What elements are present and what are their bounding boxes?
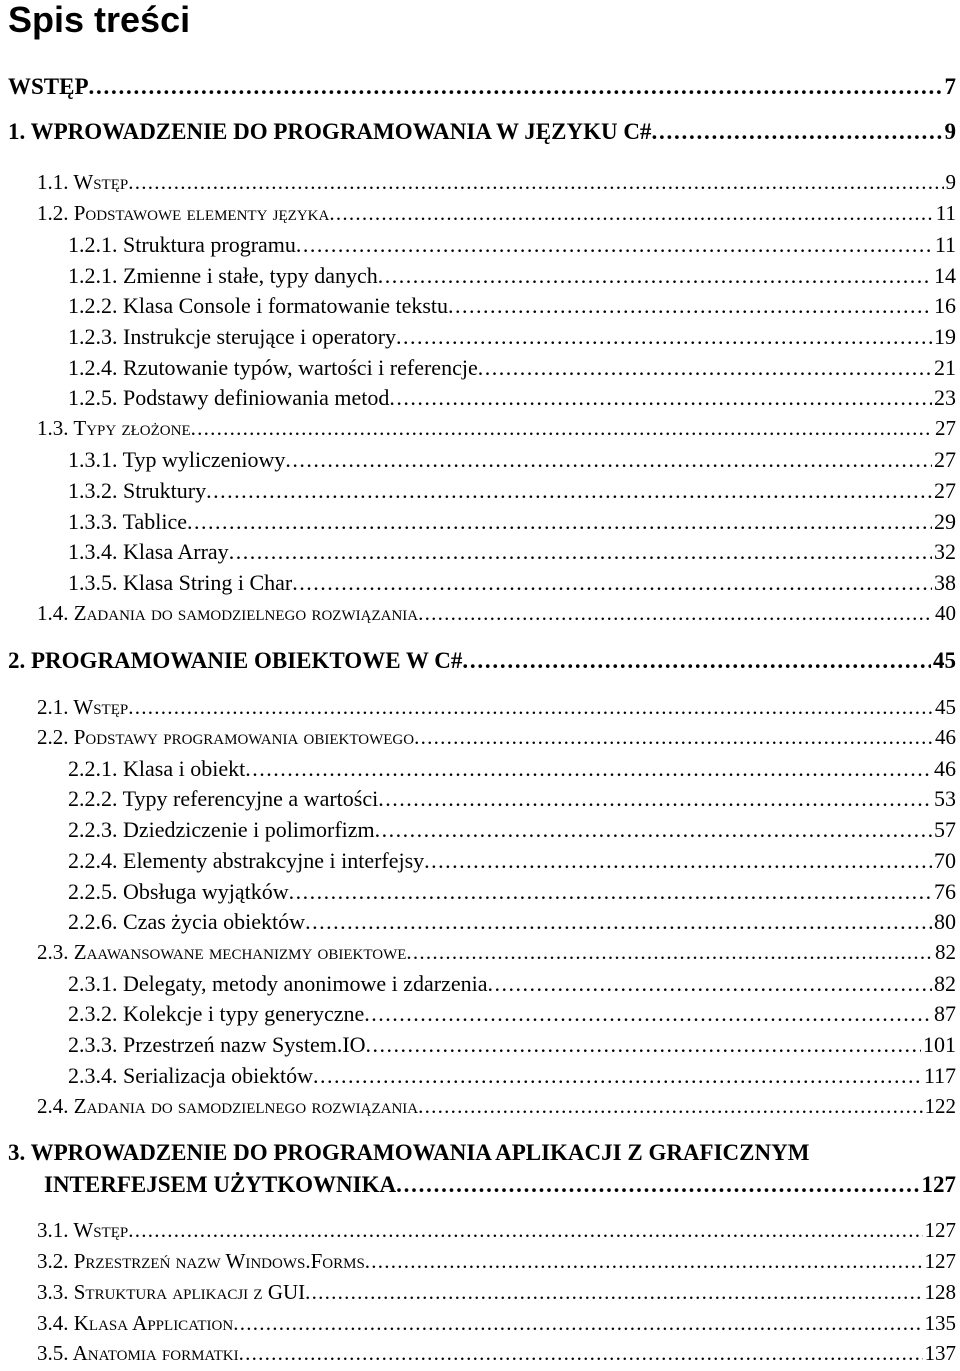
toc-entry-label: 2.3.2. Kolekcje i typy generyczne — [68, 1001, 365, 1026]
toc-entry[interactable] — [68, 293, 956, 323]
toc-entry[interactable] — [68, 570, 956, 600]
dot-leader — [462, 648, 931, 674]
toc-entry[interactable] — [68, 447, 956, 477]
toc-entry[interactable] — [68, 756, 956, 786]
toc-entry-label: 1.2.1. Struktura programu — [68, 232, 296, 257]
dot-leader — [329, 201, 933, 226]
toc-entry[interactable] — [37, 1341, 956, 1371]
toc-entry[interactable] — [37, 416, 956, 446]
dot-leader — [396, 1172, 919, 1198]
toc-entry-label: INTERFEJSEM UŻYTKOWNIKA — [44, 1172, 397, 1197]
toc-entry[interactable] — [68, 971, 956, 1001]
toc-entry-label: 2.2. Podstawy programowania obiektowego — [37, 725, 415, 749]
toc-entry[interactable] — [37, 1280, 956, 1310]
toc-entry[interactable] — [37, 1094, 956, 1124]
toc-entry[interactable] — [37, 1311, 956, 1341]
toc-entry-page: 135 — [924, 1311, 956, 1335]
dot-leader — [191, 416, 933, 441]
toc-entry-label: 1.2.2. Klasa Console i formatowanie tekstu — [68, 293, 449, 318]
toc-entry-page: 45 — [935, 695, 956, 719]
toc-entry-label: 2.2.6. Czas życia obiektów — [68, 909, 306, 934]
toc-entry-label: 3.1. Wstęp — [37, 1218, 129, 1242]
toc-entry-page: 70 — [934, 848, 956, 873]
toc-entry[interactable] — [37, 1249, 956, 1279]
toc-entry-label: 1.2.1. Zmienne i stałe, typy danych — [68, 263, 378, 288]
dot-leader — [313, 1063, 922, 1089]
toc-entry[interactable] — [8, 119, 956, 149]
toc-entry-label: 1.2.3. Instrukcje sterujące i operatory — [68, 324, 397, 349]
toc-entry-label: 2.2.3. Dziedziczenie i polimorfizm — [68, 817, 375, 842]
toc-entry-label: 1.3.3. Tablice — [68, 509, 188, 534]
toc-entry-page: 11 — [934, 232, 956, 257]
toc-entry[interactable] — [8, 1140, 956, 1170]
toc-entry-label: 2.2.2. Typy referencyjne a wartości — [68, 786, 379, 811]
toc-entry-page: 46 — [935, 725, 956, 749]
toc-entry-label: 2. PROGRAMOWANIE OBIEKTOWE W C# — [8, 648, 463, 673]
toc-entry[interactable] — [68, 1032, 956, 1062]
toc-entry-page: 9 — [944, 119, 956, 144]
dot-leader — [478, 355, 932, 381]
toc-entry[interactable] — [68, 355, 956, 385]
toc-entry-label: 1.3.1. Typ wyliczeniowy — [68, 447, 286, 472]
toc-entry-page: 23 — [934, 385, 956, 410]
dot-leader — [305, 1280, 922, 1305]
toc-entry-page: 40 — [935, 601, 956, 625]
dot-leader — [289, 879, 932, 905]
dot-leader — [424, 848, 932, 874]
toc-entry-label: 1.2.5. Podstawy definiowania metod — [68, 385, 390, 410]
toc-entry[interactable] — [37, 725, 956, 755]
toc-entry-page: 46 — [934, 756, 956, 781]
page-title: Spis treści — [8, 0, 191, 40]
toc-entry[interactable] — [68, 1001, 956, 1031]
toc-entry-page: 82 — [935, 940, 956, 964]
toc-entry-label: 1.2.4. Rzutowanie typów, wartości i referencje — [68, 355, 478, 380]
toc-entry[interactable] — [44, 1172, 956, 1202]
dot-leader — [233, 1311, 922, 1336]
dot-leader — [487, 971, 932, 997]
toc-entry-page: 127 — [921, 1172, 956, 1197]
toc-entry[interactable] — [37, 601, 956, 631]
toc-entry-page: 80 — [934, 909, 956, 934]
toc-entry-label: 2.1. Wstęp — [37, 695, 129, 719]
toc-entry[interactable] — [68, 385, 956, 415]
toc-entry[interactable] — [8, 648, 956, 678]
toc-entry[interactable] — [68, 509, 956, 539]
toc-entry-page: 27 — [934, 478, 956, 503]
dot-leader — [414, 725, 933, 750]
toc-entry-page: 32 — [934, 539, 956, 564]
toc-entry-label: 3. WPROWADZENIE DO PROGRAMOWANIA APLIKACJI Z GRAFICZNYM — [8, 1140, 810, 1165]
dot-leader — [128, 170, 943, 195]
dot-leader — [418, 601, 933, 626]
dot-leader — [285, 447, 932, 473]
toc-entry-page: 45 — [933, 648, 956, 673]
dot-leader — [375, 817, 932, 843]
toc-entry[interactable] — [37, 695, 956, 725]
toc-entry-label: 2.3.4. Serializacja obiektów — [68, 1063, 313, 1088]
toc-entry-label: 1.4. Zadania do samodzielnego rozwiązania — [37, 601, 419, 625]
toc-entry-page: 19 — [934, 324, 956, 349]
dot-leader — [406, 940, 933, 965]
dot-leader — [651, 119, 942, 145]
dot-leader — [305, 909, 932, 935]
dot-leader — [296, 232, 933, 258]
toc-entry-page: 29 — [934, 509, 956, 534]
toc-entry[interactable] — [68, 879, 956, 909]
dot-leader — [378, 263, 932, 289]
toc-entry[interactable] — [8, 74, 956, 104]
toc-entry[interactable] — [68, 786, 956, 816]
toc-entry-label: 1.3. Typy złożone — [37, 416, 191, 440]
toc-entry-label: 1.3.5. Klasa String i Char — [68, 570, 293, 595]
toc-entry-page: 53 — [934, 786, 956, 811]
toc-entry[interactable] — [68, 817, 956, 847]
toc-entry-page: 87 — [934, 1001, 956, 1026]
toc-entry[interactable] — [68, 324, 956, 354]
dot-leader — [366, 1032, 921, 1058]
toc-entry[interactable] — [37, 1218, 956, 1248]
toc-entry-page: 11 — [935, 201, 956, 225]
toc-entry-label: 2.4. Zadania do samodzielnego rozwiązania — [37, 1094, 419, 1118]
toc-entry-page: 122 — [924, 1094, 956, 1118]
toc-entry-page: 7 — [944, 74, 956, 99]
toc-entry-page: 9 — [945, 170, 956, 194]
toc-entry[interactable] — [68, 1063, 956, 1093]
dot-leader — [245, 756, 932, 782]
toc-entry[interactable] — [37, 170, 956, 200]
toc-entry-label: 2.2.5. Obsługa wyjątków — [68, 879, 289, 904]
toc-entry[interactable] — [37, 940, 956, 970]
dot-leader — [206, 478, 932, 504]
toc-entry-label: 2.3.3. Przestrzeń nazw System.IO — [68, 1032, 366, 1057]
toc-entry-page: 82 — [934, 971, 956, 996]
dot-leader — [364, 1001, 932, 1027]
toc-entry[interactable] — [68, 539, 956, 569]
toc-entry-label: 1.2. Podstawowe elementy języka — [37, 201, 330, 225]
toc-entry-page: 76 — [934, 879, 956, 904]
dot-leader — [365, 1249, 923, 1274]
toc-entry-page: 21 — [934, 355, 956, 380]
toc-entry[interactable] — [68, 909, 956, 939]
toc-entry-page: 127 — [924, 1218, 956, 1242]
dot-leader — [396, 324, 932, 350]
dot-leader — [378, 786, 932, 812]
toc-entry-label: 2.3. Zaawansowane mechanizmy obiektowe — [37, 940, 407, 964]
toc-entry-page: 14 — [934, 263, 956, 288]
toc-entry[interactable] — [37, 201, 956, 231]
toc-entry-label: 3.2. Przestrzeń nazw Windows.Forms — [37, 1249, 365, 1273]
toc-entry-page: 16 — [934, 293, 956, 318]
dot-leader — [229, 539, 932, 565]
toc-entry[interactable] — [68, 232, 956, 262]
toc-entry-label: 1. WPROWADZENIE DO PROGRAMOWANIA W JĘZYKU C# — [8, 119, 652, 144]
toc-entry[interactable] — [68, 848, 956, 878]
toc-entry-page: 38 — [934, 570, 956, 595]
dot-leader — [389, 385, 932, 411]
toc-entry-label: 1.3.2. Struktury — [68, 478, 207, 503]
toc-entry-label: 3.3. Struktura aplikacji z GUI — [37, 1280, 306, 1304]
toc-entry-page: 117 — [923, 1063, 956, 1088]
toc-entry-page: 137 — [924, 1341, 956, 1365]
dot-leader — [239, 1341, 923, 1366]
toc-entry-label: 1.1. Wstęp — [37, 170, 129, 194]
toc-entry-page: 57 — [934, 817, 956, 842]
toc-entry-label: 3.5. Anatomia formatki — [37, 1341, 239, 1365]
toc-entry-page: 27 — [935, 416, 956, 440]
dot-leader — [292, 570, 932, 596]
toc-entry-label: 2.3.1. Delegaty, metody anonimowe i zdarzenia — [68, 971, 488, 996]
toc-entry-label: 2.2.1. Klasa i obiekt — [68, 756, 246, 781]
toc-entry-label: WSTĘP — [8, 74, 89, 99]
toc-entry[interactable] — [68, 263, 956, 293]
toc-entry-label: 2.2.4. Elementy abstrakcyjne i interfejsy — [68, 848, 425, 873]
dot-leader — [128, 1218, 922, 1243]
toc-entry-label: 3.4. Klasa Application — [37, 1311, 234, 1335]
toc-entry-page: 127 — [924, 1249, 956, 1273]
dot-leader — [187, 509, 932, 535]
toc-entry-page: 128 — [924, 1280, 956, 1304]
dot-leader — [418, 1094, 922, 1119]
dot-leader — [128, 695, 933, 720]
toc-entry-page: 27 — [934, 447, 956, 472]
toc-entry[interactable] — [68, 478, 956, 508]
toc-entry-label: 1.3.4. Klasa Array — [68, 539, 229, 564]
dot-leader — [448, 293, 932, 319]
toc-entry-page: 101 — [923, 1032, 956, 1057]
dot-leader — [89, 74, 943, 100]
